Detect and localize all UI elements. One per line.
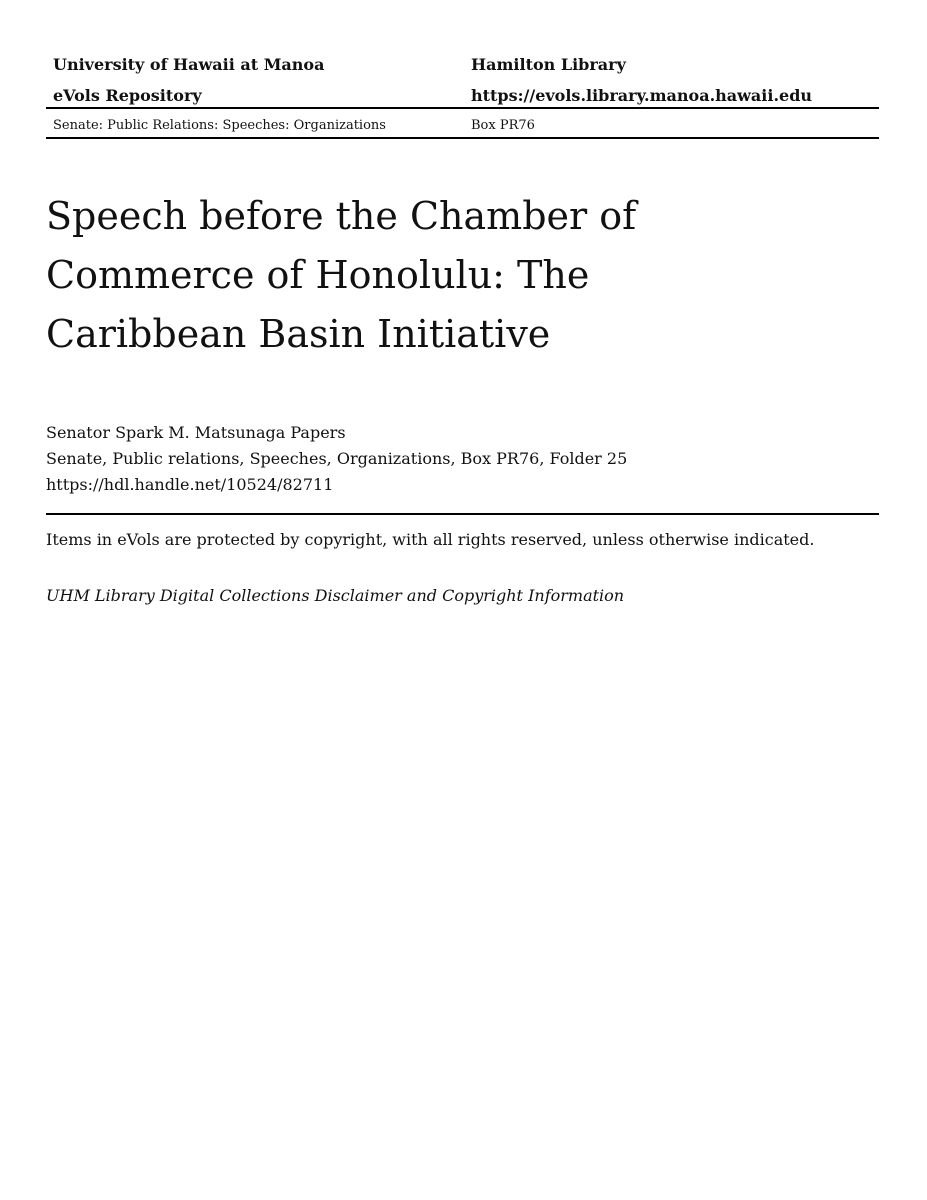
repository-url-link[interactable]: https://evols.library.manoa.hawaii.edu	[471, 86, 813, 105]
header-divider	[46, 107, 879, 109]
subheader-divider	[46, 137, 879, 139]
collection-name: Senator Spark M. Matsunaga Papers	[46, 423, 346, 442]
repository-name: eVols Repository	[53, 86, 202, 105]
title-line: Commerce of Honolulu: The	[46, 253, 590, 297]
title-line: Speech before the Chamber of	[46, 194, 637, 238]
library-name: Hamilton Library	[471, 55, 626, 74]
header	[46, 52, 879, 114]
handle-link[interactable]: https://hdl.handle.net/10524/82711	[46, 475, 334, 494]
document-title	[46, 187, 686, 364]
header-row-1	[46, 52, 879, 83]
box-label: Box PR76	[471, 118, 535, 133]
document-metadata	[46, 420, 627, 498]
collection-path: Senate: Public Relations: Speeches: Organizations	[53, 118, 386, 133]
header-row-2	[46, 83, 879, 114]
collection-path-row	[46, 116, 879, 136]
folder-location: Senate, Public relations, Speeches, Organizations, Box PR76, Folder 25	[46, 449, 628, 468]
rights-statement: Items in eVols are protected by copyright, with all rights reserved, unless otherwise indicated.	[46, 530, 815, 549]
institution-name: University of Hawaii at Manoa	[53, 55, 325, 74]
metadata-divider	[46, 513, 879, 515]
disclaimer-link[interactable]: UHM Library Digital Collections Disclaimer and Copyright Information	[46, 586, 625, 605]
title-line: Caribbean Basin Initiative	[46, 312, 551, 356]
